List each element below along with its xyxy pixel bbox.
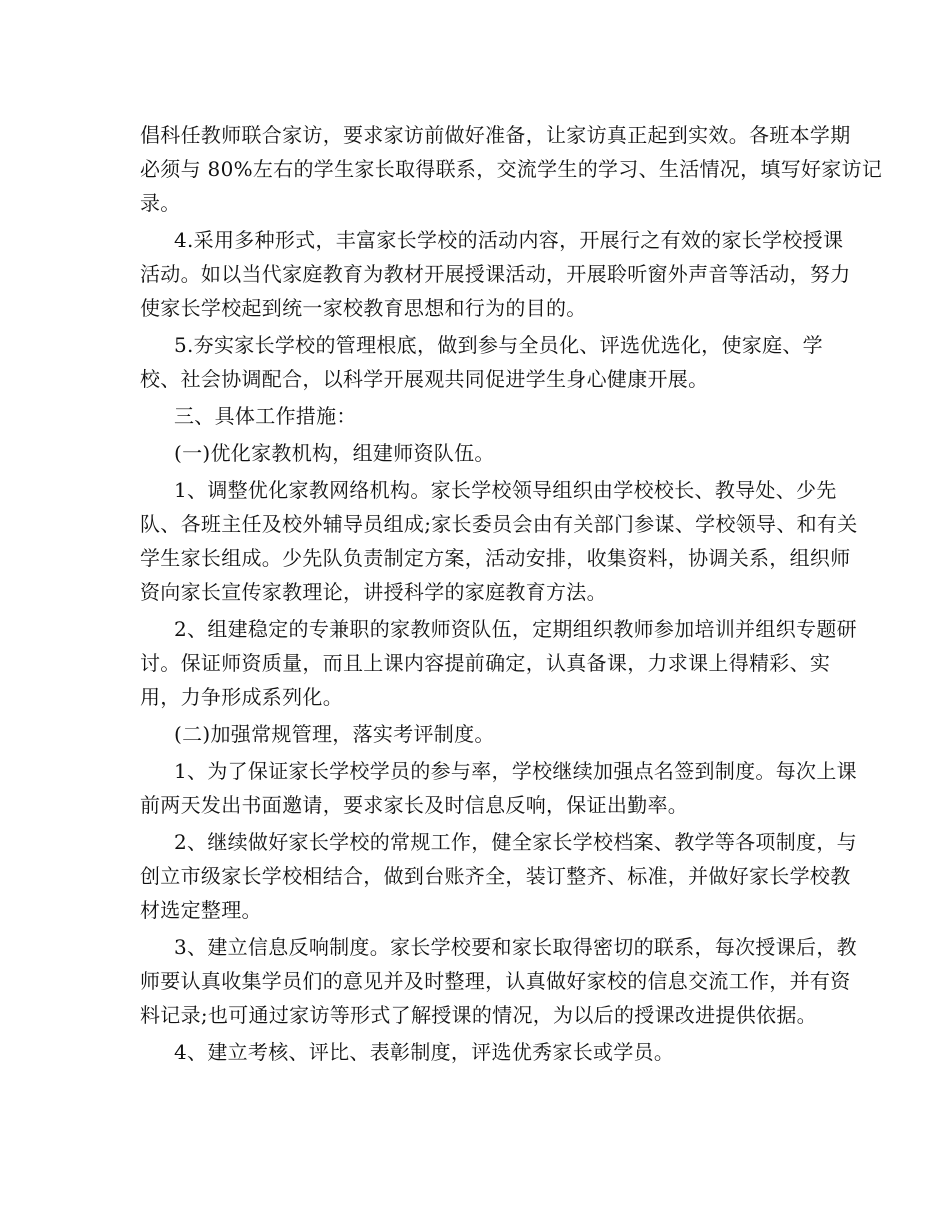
text-line: 4、建立考核、评比、表彰制度，评选优秀家长或学员。 — [174, 1040, 675, 1064]
text-line: 使家长学校起到统一家校教育思想和行为的目的。 — [140, 296, 587, 320]
paragraph — [140, 825, 857, 927]
text-line: (一)优化家教机构，组建师资队伍。 — [174, 441, 495, 465]
text-line: 必须与 80%左右的学生家长取得联系，交流学生的学习、生活情况，填写好家访记 — [140, 157, 883, 181]
paragraph — [140, 1035, 810, 1069]
text-line: 创立市级家长学校相结合，做到台账齐全，装订整齐、标准，并做好家长学校教 — [140, 864, 851, 888]
paragraph — [140, 754, 857, 822]
paragraph — [140, 223, 851, 325]
paragraph — [140, 118, 883, 220]
text-line: 料记录;也可通过家访等形式了解授课的情况，为以后的授课改进提供依据。 — [140, 1003, 817, 1027]
document-body — [140, 118, 883, 1069]
text-line: 录。 — [140, 191, 181, 215]
paragraph — [140, 436, 810, 470]
text-line: 前两天发出书面邀请，要求家长及时信息反响，保证出勤率。 — [140, 793, 689, 817]
text-line: 三、具体工作措施： — [174, 404, 357, 428]
text-line: 师要认真收集学员们的意见并及时整理，认真做好家校的信息交流工作，并有资 — [140, 969, 851, 993]
paragraph — [140, 717, 810, 751]
text-line: 5.夯实家长学校的管理根底，做到参与全员化、评选优选化，使家庭、学 — [174, 333, 823, 357]
text-line: 活动。如以当代家庭教育为教材开展授课活动，开展聆听窗外声音等活动，努力 — [140, 262, 851, 286]
paragraph — [140, 399, 810, 433]
text-line: 校、社会协调配合，以科学开展观共同促进学生身心健康开展。 — [140, 367, 709, 391]
text-line: 倡科任教师联合家访，要求家访前做好准备，让家访真正起到实效。各班本学期 — [140, 123, 851, 147]
text-line: 材选定整理。 — [140, 898, 262, 922]
text-line: 1、为了保证家长学校学员的参与率，学校继续加强点名签到制度。每次上课 — [174, 759, 857, 783]
paragraph — [140, 328, 823, 396]
text-line: 用，力争形成系列化。 — [140, 685, 343, 709]
text-line: 2、组建稳定的专兼职的家教师资队伍，定期组织教师参加培训并组织专题研 — [174, 617, 857, 641]
text-line: 资向家长宣传家教理论，讲授科学的家庭教育方法。 — [140, 580, 607, 604]
paragraph — [140, 612, 857, 714]
text-line: 3、建立信息反响制度。家长学校要和家长取得密切的联系，每次授课后，教 — [174, 935, 857, 959]
text-line: 学生家长组成。少先队负责制定方案，活动安排，收集资料，协调关系，组织师 — [140, 546, 851, 570]
text-line: (二)加强常规管理，落实考评制度。 — [174, 722, 495, 746]
text-line: 4.采用多种形式，丰富家长学校的活动内容，开展行之有效的家长学校授课 — [174, 228, 844, 252]
text-line: 1、调整优化家教网络机构。家长学校领导组织由学校校长、教导处、少先 — [174, 478, 837, 502]
text-line: 2、继续做好家长学校的常规工作，健全家长学校档案、教学等各项制度，与 — [174, 830, 857, 854]
paragraph — [140, 473, 858, 609]
text-line: 队、各班主任及校外辅导员组成;家长委员会由有关部门参谋、学校领导、和有关 — [140, 512, 858, 536]
paragraph — [140, 930, 857, 1032]
text-line: 讨。保证师资质量，而且上课内容提前确定，认真备课，力求课上得精彩、实 — [140, 651, 831, 675]
